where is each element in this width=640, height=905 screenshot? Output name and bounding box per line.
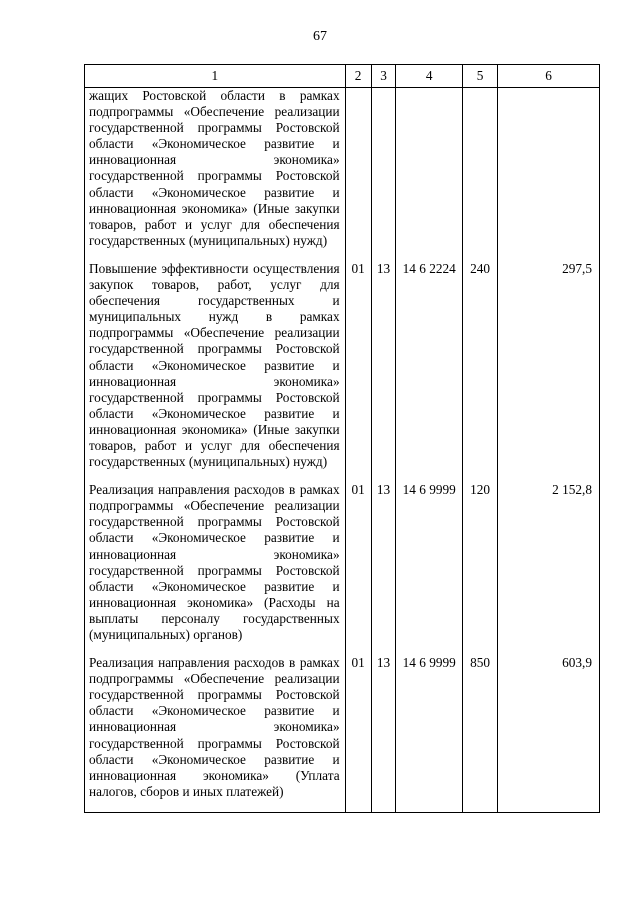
header-col-6: 6 xyxy=(498,65,600,88)
row-amount: 2 152,8 xyxy=(498,482,600,655)
row-target-article: 14 6 9999 xyxy=(396,482,462,655)
row-description: Реализация направления расходов в рамках подпрограммы «Обеспечение реализации государственной программы Ростовской области «Экономическое развитие и инновационная экономика» государственной программы Ростовской области «Экономическое развитие и инновационная экономика» (Расходы на выплаты персоналу государственных (муниципальных) органов) xyxy=(85,482,346,655)
table-row xyxy=(85,88,600,261)
row-expense-type xyxy=(462,88,497,261)
row-amount: 603,9 xyxy=(498,655,600,812)
row-amount: 297,5 xyxy=(498,261,600,482)
table-header-row xyxy=(85,65,600,88)
table-row xyxy=(85,655,600,812)
row-subsection xyxy=(371,88,396,261)
row-expense-type: 120 xyxy=(462,482,497,655)
row-section xyxy=(345,88,371,261)
row-description: жащих Ростовской области в рамках подпрограммы «Обеспечение реализации государственной программы Ростовской области «Экономическое развитие и инновационная экономика» государственной программы Ростовской области «Экономическое развитие и инновационная экономика» (Иные закупки товаров, работ и услуг для обеспечения государственных (муниципальных) нужд) xyxy=(85,88,346,261)
row-expense-type: 240 xyxy=(462,261,497,482)
row-target-article: 14 6 9999 xyxy=(396,655,462,812)
row-expense-type: 850 xyxy=(462,655,497,812)
header-col-5: 5 xyxy=(462,65,497,88)
table-row xyxy=(85,261,600,482)
header-col-4: 4 xyxy=(396,65,462,88)
row-target-article xyxy=(396,88,462,261)
row-description: Реализация направления расходов в рамках подпрограммы «Обеспечение реализации государственной программы Ростовской области «Экономическое развитие и инновационная экономика» государственной программы Ростовской области «Экономическое развитие и инновационная экономика» (Уплата налогов, сборов и иных платежей) xyxy=(85,655,346,812)
row-target-article: 14 6 2224 xyxy=(396,261,462,482)
row-amount xyxy=(498,88,600,261)
row-section: 01 xyxy=(345,655,371,812)
row-section: 01 xyxy=(345,482,371,655)
row-subsection: 13 xyxy=(371,655,396,812)
page-number: 67 xyxy=(313,29,327,44)
table-row xyxy=(85,482,600,655)
budget-table xyxy=(84,64,600,813)
header-col-1: 1 xyxy=(85,65,346,88)
row-section: 01 xyxy=(345,261,371,482)
row-subsection: 13 xyxy=(371,482,396,655)
header-col-3: 3 xyxy=(371,65,396,88)
row-subsection: 13 xyxy=(371,261,396,482)
row-description: Повышение эффективности осуществления закупок товаров, работ, услуг для обеспечения государственных и муниципальных нужд в рамках подпрограммы «Обеспечение реализации государственной программы Ростовской области «Экономическое развитие и инновационная экономика» государственной программы Ростовской области «Экономическое развитие и инновационная экономика» (Иные закупки товаров, работ и услуг для обеспечения государственных (муниципальных) нужд) xyxy=(85,261,346,482)
header-col-2: 2 xyxy=(345,65,371,88)
